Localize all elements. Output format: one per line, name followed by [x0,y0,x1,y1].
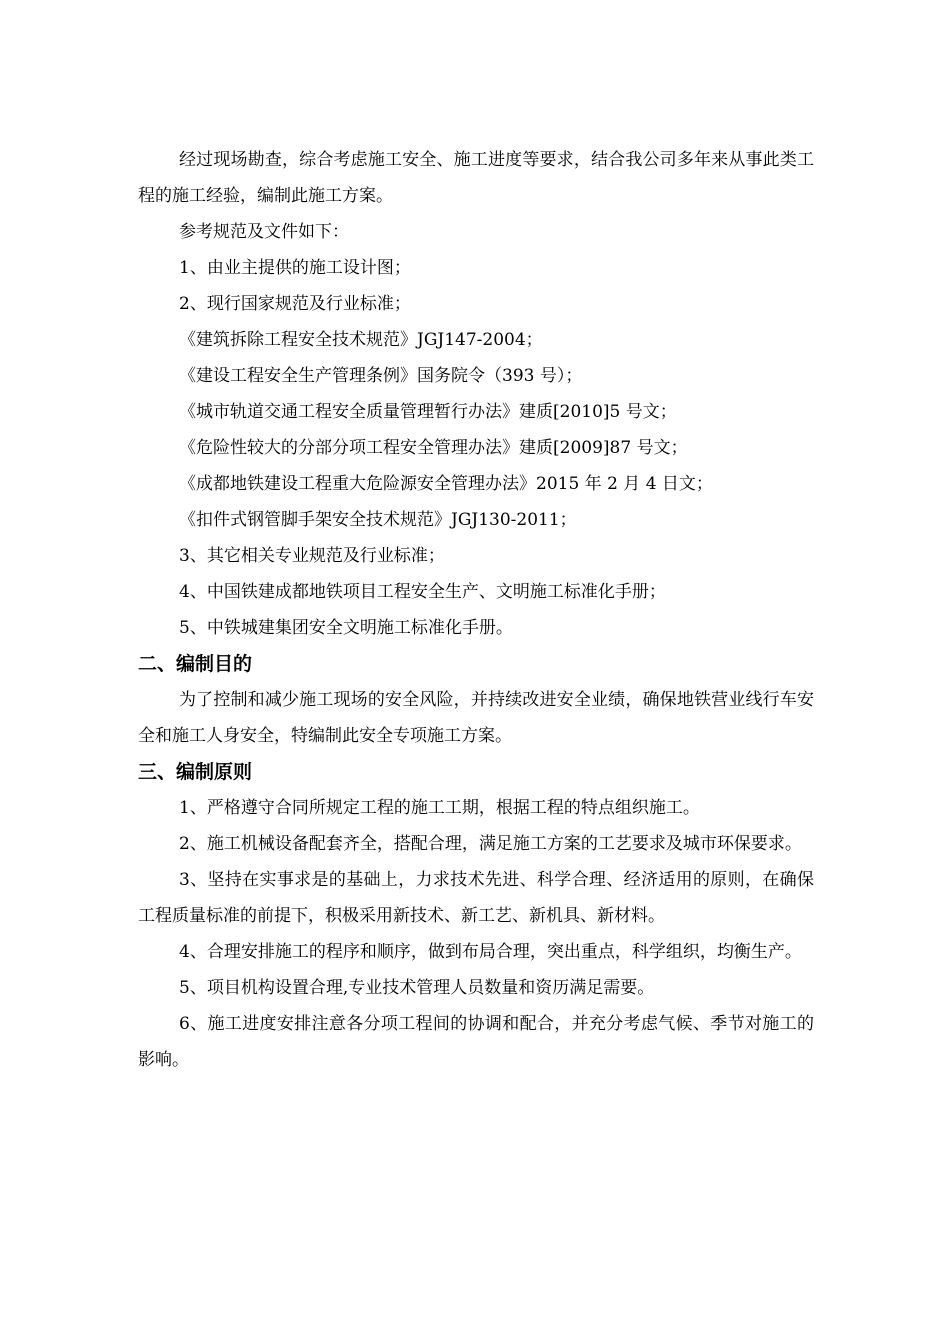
principle-item: 4、合理安排施工的程序和顺序，做到布局合理，突出重点，科学组织，均衡生产。 [179,942,802,962]
section-heading-principles: 三、编制原则 [138,761,253,783]
standard-reference: 《扣件式钢管脚手架安全技术规范》JGJ130-2011； [179,510,577,530]
document-body [138,142,814,1078]
standard-reference: 《危险性较大的分部分项工程安全管理办法》建质[2009]87 号文； [179,438,688,458]
purpose-paragraph: 为了控制和减少施工现场的安全风险，并持续改进安全业绩，确保地铁营业线行车安全和施工人身安全，特编制此安全专项施工方案。 [138,690,814,746]
section-heading-purpose: 二、编制目的 [138,653,253,675]
principle-item: 3、坚持在实事求是的基础上，力求技术先进、科学合理、经济适用的原则，在确保工程质量标准的前提下，积极采用新技术、新工艺、新机具、新材料。 [138,870,814,926]
reference-item-1: 1、由业主提供的施工设计图； [179,258,411,278]
intro-paragraph: 经过现场勘查，综合考虑施工安全、施工进度等要求，结合我公司多年来从事此类工程的施工经验，编制此施工方案。 [138,150,814,206]
reference-item-5: 5、中铁城建集团安全文明施工标准化手册。 [179,618,513,638]
principle-item: 2、施工机械设备配套齐全，搭配合理，满足施工方案的工艺要求及城市环保要求。 [179,834,802,854]
principle-item: 5、项目机构设置合理,专业技术管理人员数量和资历满足需要。 [179,978,655,998]
reference-item-2: 2、现行国家规范及行业标准； [179,294,411,314]
standard-reference: 《城市轨道交通工程安全质量管理暂行办法》建质[2010]5 号文； [179,402,677,422]
standard-reference: 《建设工程安全生产管理条例》国务院令（393 号）； [179,366,583,386]
principle-item: 6、施工进度安排注意各分项工程间的协调和配合，并充分考虑气候、季节对施工的影响。 [138,1014,814,1070]
references-intro: 参考规范及文件如下： [179,222,349,242]
principle-item: 1、严格遵守合同所规定工程的施工工期，根据工程的特点组织施工。 [179,798,700,818]
standard-reference: 《建筑拆除工程安全技术规范》JGJ147-2004； [179,330,543,350]
reference-item-3: 3、其它相关专业规范及行业标准； [179,546,445,566]
standard-reference: 《成都地铁建设工程重大危险源安全管理办法》2015 年 2 月 4 日文； [179,474,713,494]
reference-item-4: 4、中国铁建成都地铁项目工程安全生产、文明施工标准化手册； [179,582,666,602]
